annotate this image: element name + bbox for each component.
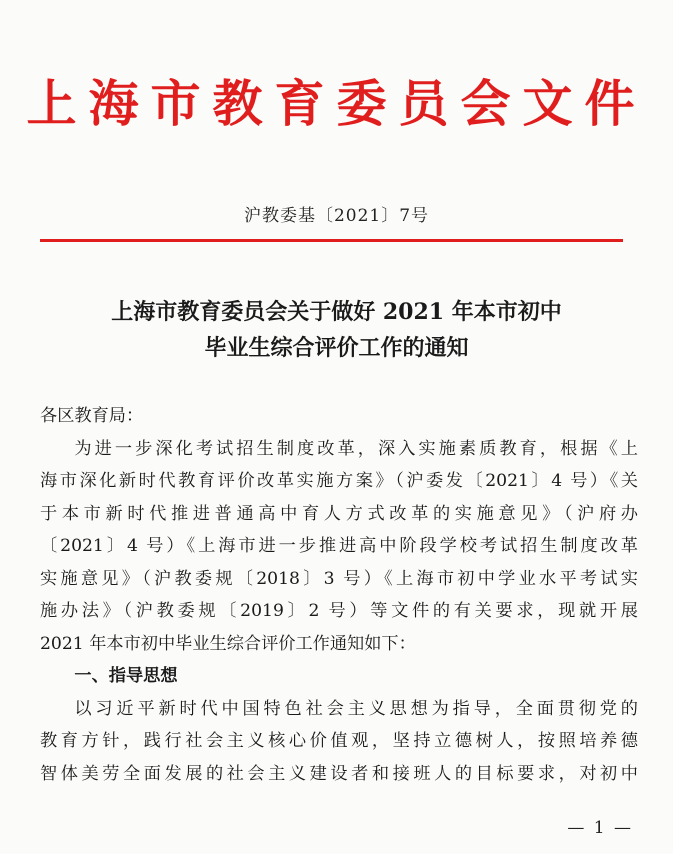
paragraph-1-line-4: 〔2021〕4 号）《上海市进一步推进高中阶段学校考试招生制度改革 <box>40 536 638 556</box>
paragraph-1-line-6: 施办法》（沪教委规〔2019〕2 号）等文件的有关要求，现就开展 <box>40 601 638 621</box>
paragraph-1-line-5: 实施意见》（沪教委规〔2018〕3 号）《上海市初中学业水平考试实 <box>40 568 638 589</box>
paragraph-2-line-3: 智体美劳全面发展的社会主义建设者和接班人的目标要求，对初中 <box>40 763 638 784</box>
document-number: 沪教委基〔2021〕7号 <box>243 206 430 226</box>
paragraph-1-line-1: 为进一步深化考试招生制度改革，深入实施素质教育，根据《上 <box>74 438 638 459</box>
section-heading-1: 一、指导思想 <box>74 666 178 686</box>
page-number: — 1 — <box>567 818 633 838</box>
paragraph-1-line-7: 2021 年本市初中毕业生综合评价工作通知如下： <box>40 633 416 654</box>
paragraph-1-line-3: 于本市新时代推进普通高中育人方式改革的实施意见》（沪府办 <box>40 503 638 524</box>
red-divider-rule <box>40 239 623 242</box>
paragraph-1-line-2: 海市深化新时代教育评价改革实施方案》（沪委发〔2021〕4 号）《关 <box>40 471 638 491</box>
document-body <box>40 400 638 790</box>
paragraph-2-line-1: 以习近平新时代中国特色社会主义思想为指导，全面贯彻党的 <box>74 698 638 719</box>
notice-title-line-2: 毕业生综合评价工作的通知 <box>204 335 469 361</box>
notice-title <box>0 294 673 366</box>
paragraph-2-line-2: 教育方针，践行社会主义核心价值观，坚持立德树人，按照培养德 <box>40 731 638 751</box>
salutation: 各区教育局： <box>40 406 144 426</box>
notice-title-line-1: 上海市教育委员会关于做好 2021 年本市初中 <box>111 299 562 325</box>
issuer-header-title: 上海市教育委员会文件 <box>26 74 647 133</box>
